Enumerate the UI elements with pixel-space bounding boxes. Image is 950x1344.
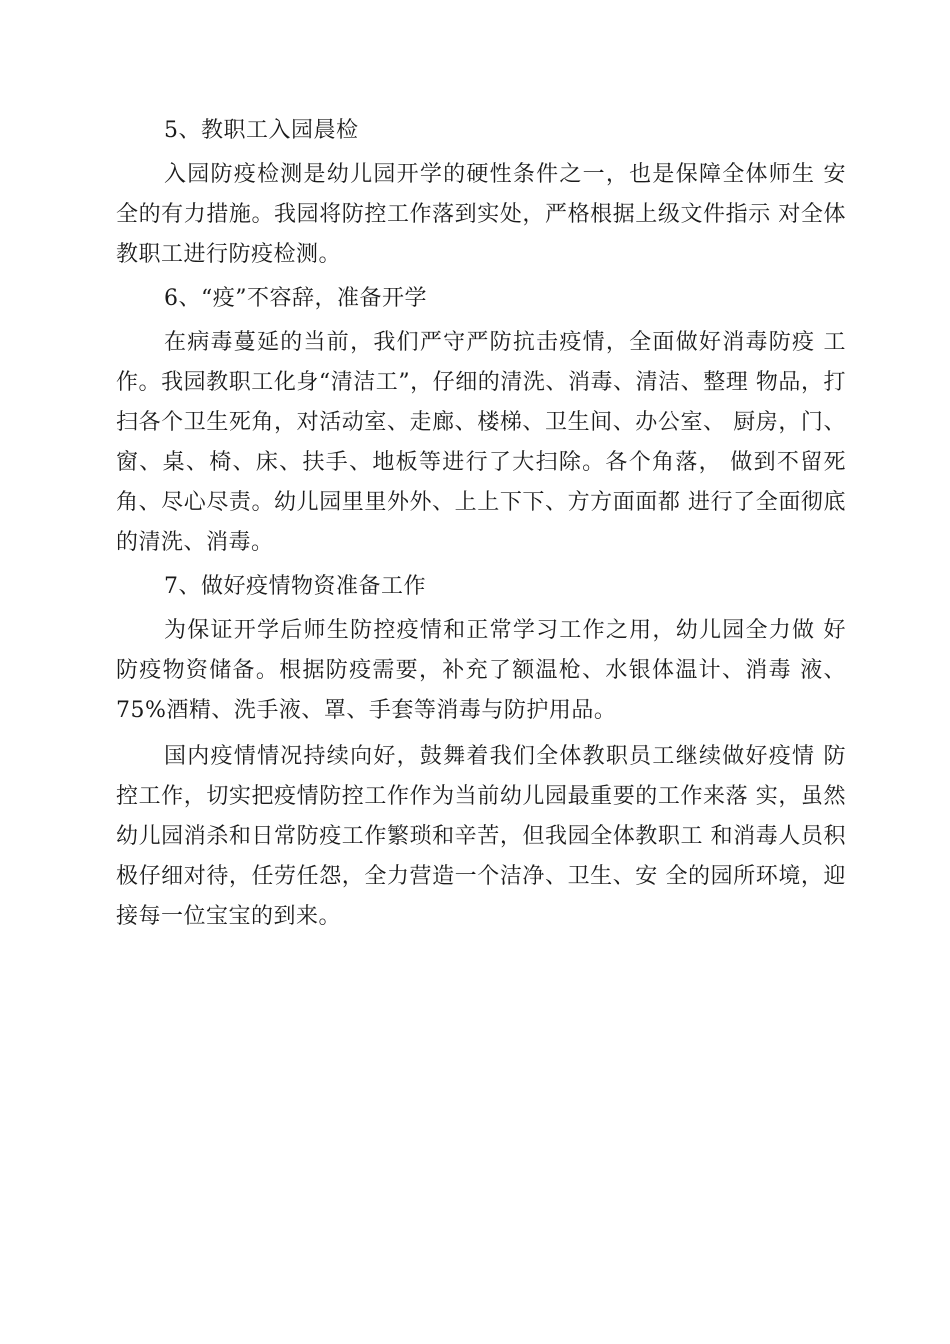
section-heading-7: 7、做好疫情物资准备工作 bbox=[164, 574, 426, 599]
section-heading-5: 5、教职工入园晨检 bbox=[164, 118, 359, 143]
section-paragraph-7: 为保证开学后师生防控疫情和正常学习工作之用，幼儿园全力做 好防疫物资储备。根据防疫需要，补充了额温枪、水银体温计、消毒 液、75%酒精、洗手液、罩、手套等消毒与防护用品。 bbox=[116, 618, 846, 723]
section-heading-6: 6、“疫”不容辞，准备开学 bbox=[164, 286, 427, 311]
section-paragraph-6: 在病毒蔓延的当前，我们严守严防抗击疫情，全面做好消毒防疫 工作。我园教职工化身“清洁工”，仔细的清洗、消毒、清洁、整理 物品，打扫各个卫生死角，对活动室、走廊、楼梯、卫生间、办公室、 厨房，门、窗、桌、椅、床、扶手、地板等进行了大扫除。各个角落， 做到不留死角、尽心尽责。幼儿园里里外外、上上下下、方方面面都 进行了全面彻底的清洗、消毒。 bbox=[116, 330, 846, 555]
section-paragraph-5: 入园防疫检测是幼儿园开学的硬性条件之一，也是保障全体师生 安全的有力措施。我园将防控工作落到实处，严格根据上级文件指示 对全体教职工进行防疫检测。 bbox=[116, 162, 846, 267]
closing-paragraph: 国内疫情情况持续向好，鼓舞着我们全体教职员工继续做好疫情 防控工作，切实把疫情防控工作作为当前幼儿园最重要的工作来落 实，虽然幼儿园消杀和日常防疫工作繁琐和辛苦，但我园全体教职工 和消毒人员积极仔细对待，任劳任怨，全力营造一个洁净、卫生、安 全的园所环境，迎接每一位宝宝的到来。 bbox=[116, 744, 846, 929]
document-body bbox=[116, 113, 846, 937]
